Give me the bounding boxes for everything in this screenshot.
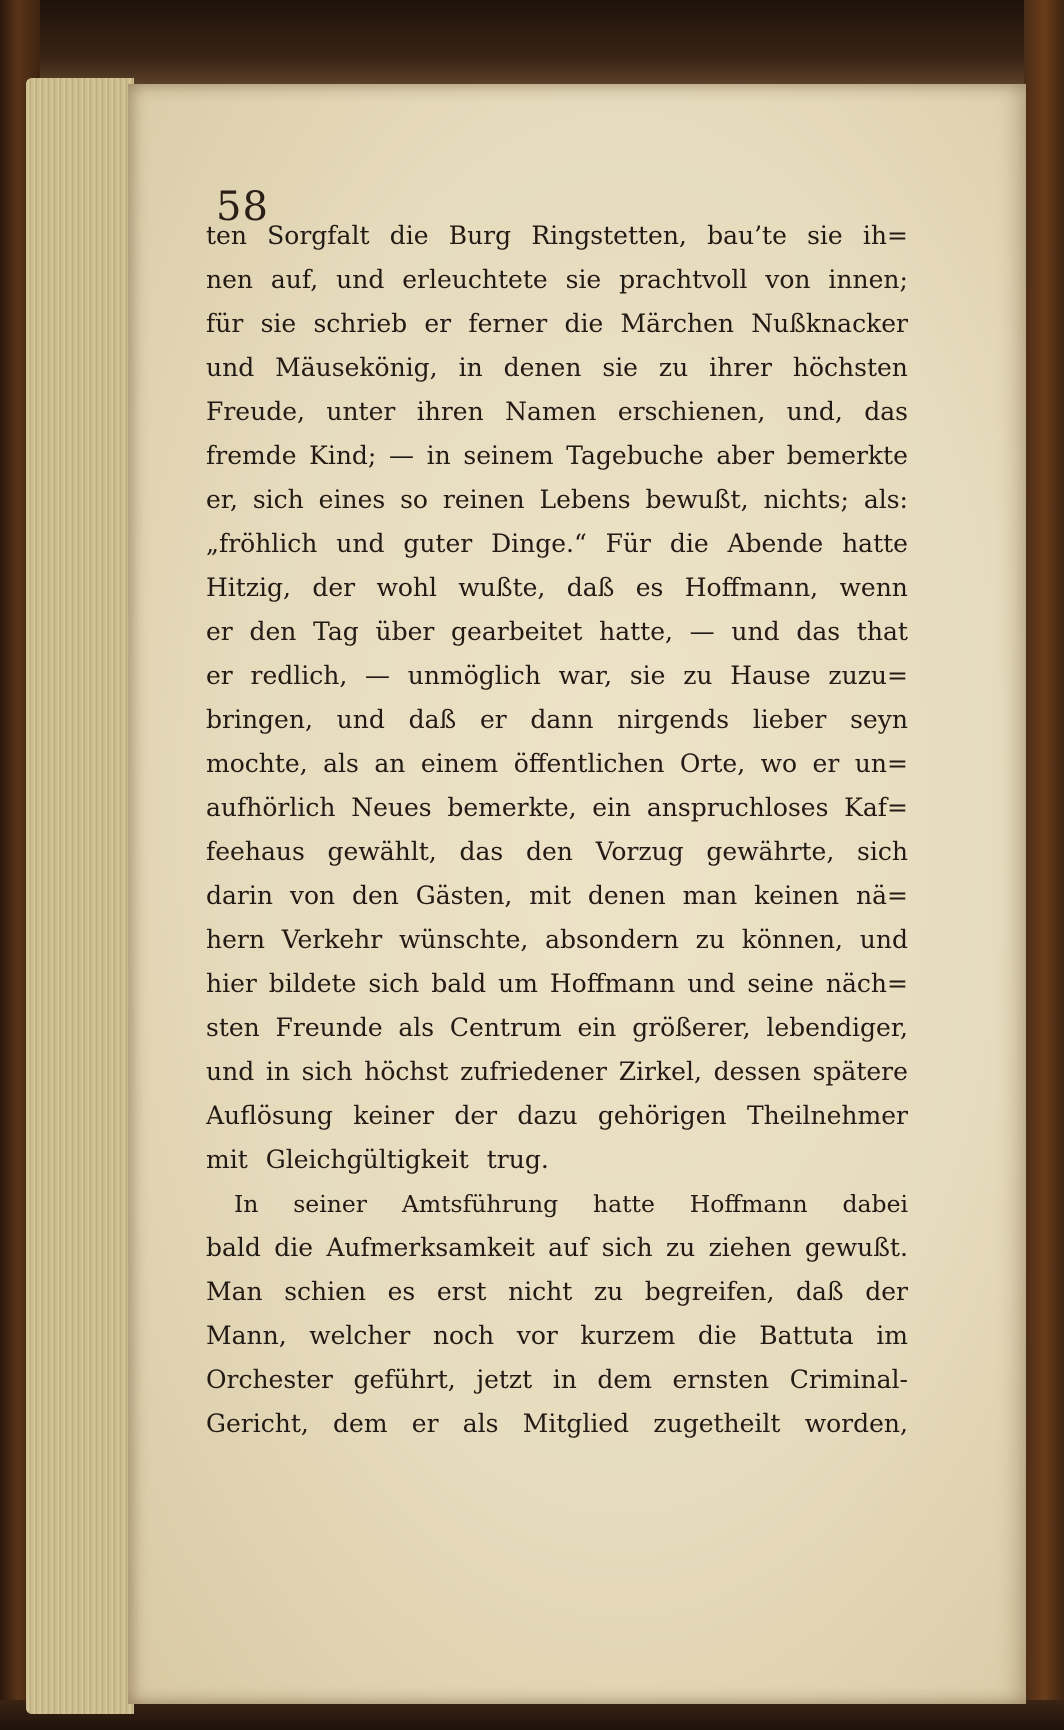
page-edges	[26, 78, 134, 1714]
text-word: ten	[206, 221, 247, 250]
text-word: Kind;	[309, 441, 377, 470]
text-line	[206, 654, 908, 698]
text-word: die	[564, 309, 604, 338]
text-word: geführt,	[353, 1365, 456, 1394]
text-word: gearbeitet	[451, 617, 583, 646]
text-word: Abende	[727, 529, 824, 558]
text-word: er	[206, 661, 233, 690]
text-word: Burg	[448, 221, 512, 250]
text-word: der	[865, 1277, 908, 1306]
text-word: hatte	[842, 529, 908, 558]
text-word: Hause	[730, 661, 811, 690]
text-word: bald	[431, 969, 487, 998]
text-word: bald	[206, 1233, 261, 1262]
text-word: —	[689, 617, 715, 646]
text-line	[206, 1138, 908, 1182]
text-word: Sorgfalt	[267, 221, 370, 250]
text-word: worden,	[804, 1409, 908, 1438]
text-word: mit	[206, 1145, 248, 1174]
text-word: fremde	[206, 441, 297, 470]
text-word: sie	[260, 309, 297, 338]
text-word: dem	[597, 1365, 652, 1394]
text-word: nichts;	[763, 485, 849, 514]
text-line	[206, 346, 908, 390]
text-word: dann	[530, 705, 594, 734]
text-word: sie	[565, 265, 602, 294]
text-word: Aufmerksamkeit	[326, 1233, 535, 1262]
text-word: das	[459, 837, 504, 866]
text-word: un=	[854, 749, 908, 778]
text-word: den	[352, 881, 399, 910]
text-line	[206, 1402, 908, 1446]
text-word: die	[274, 1233, 314, 1262]
text-word: daß	[408, 705, 457, 734]
text-word: Criminal-	[789, 1365, 908, 1394]
text-word: und	[687, 969, 736, 998]
text-word: das	[796, 617, 841, 646]
text-word: Gästen,	[415, 881, 513, 910]
text-line	[206, 918, 908, 962]
text-word: sich	[301, 1057, 353, 1086]
text-word: ihrer	[709, 353, 772, 382]
text-word: und	[859, 925, 908, 954]
text-word: eines	[318, 485, 386, 514]
text-word: die	[669, 529, 709, 558]
text-word: redlich,	[250, 661, 348, 690]
text-word: ein	[577, 1013, 617, 1042]
text-word: sich	[252, 485, 304, 514]
text-line	[206, 1314, 908, 1358]
text-word: und	[206, 1057, 255, 1086]
text-word: lebendiger,	[766, 1013, 908, 1042]
text-word: es	[635, 573, 664, 602]
text-word: größerer,	[632, 1013, 751, 1042]
text-word: um	[498, 969, 538, 998]
text-word: war,	[558, 661, 613, 690]
text-word: denen	[587, 881, 666, 910]
text-line	[206, 830, 908, 874]
text-word: reinen	[442, 485, 525, 514]
text-word: zu	[683, 661, 713, 690]
page-number: 58	[216, 184, 269, 230]
text-word: spätere	[812, 1057, 908, 1086]
text-word: erleuchtete	[402, 265, 548, 294]
text-word: feehaus	[206, 837, 305, 866]
text-word: zu	[593, 1277, 624, 1306]
text-word: aber	[716, 441, 775, 470]
text-word: nirgends	[617, 705, 730, 734]
text-line	[206, 1226, 908, 1270]
text-line	[206, 434, 908, 478]
text-word: Hitzig,	[206, 573, 291, 602]
text-word: bildete	[268, 969, 357, 998]
text-line	[206, 390, 908, 434]
text-word: Freude,	[206, 397, 305, 426]
text-word: keinen	[754, 881, 840, 910]
text-word: und,	[786, 397, 843, 426]
text-word: es	[387, 1277, 416, 1306]
text-word: er	[479, 705, 507, 734]
text-line	[206, 698, 908, 742]
text-word: Tag	[313, 617, 359, 646]
text-word: einem	[420, 749, 499, 778]
text-line	[206, 566, 908, 610]
text-word: der	[312, 573, 356, 602]
text-word: begreifen,	[644, 1277, 775, 1306]
text-word: nen	[206, 265, 253, 294]
text-word: im	[876, 1321, 908, 1350]
text-word: seine	[747, 969, 814, 998]
text-word: Mäusekönig,	[275, 353, 438, 382]
text-word: Hoffmann	[689, 1190, 808, 1218]
text-word: Tagebuche	[566, 441, 704, 470]
text-word: innen;	[828, 265, 908, 294]
text-word: zu	[695, 925, 725, 954]
text-word: an	[374, 749, 406, 778]
text-word: trug.	[486, 1145, 549, 1174]
text-word: höchsten	[792, 353, 908, 382]
text-word: von	[289, 881, 336, 910]
text-word: Vorzug	[595, 837, 684, 866]
text-word: zuzu=	[828, 661, 908, 690]
text-word: Für	[605, 529, 651, 558]
text-word: Kaf=	[844, 793, 908, 822]
text-word: Gericht,	[206, 1409, 309, 1438]
text-word: keiner	[353, 1101, 435, 1130]
text-word: prachtvoll	[619, 265, 748, 294]
text-word: Lebens	[539, 485, 631, 514]
text-word: Nußknacker	[751, 309, 908, 338]
text-word: als	[462, 1409, 499, 1438]
text-word: wohl	[376, 573, 438, 602]
text-word: absondern	[545, 925, 679, 954]
text-word: als	[323, 749, 359, 778]
text-word: seinem	[463, 441, 554, 470]
text-word: ih=	[862, 221, 908, 250]
text-word: guter	[403, 529, 473, 558]
text-word: er	[812, 749, 840, 778]
text-word: er	[206, 617, 233, 646]
text-word: und	[336, 265, 385, 294]
text-word: unter	[326, 397, 396, 426]
text-word: In	[234, 1190, 259, 1218]
text-word: sie	[807, 221, 843, 250]
text-word: und	[731, 617, 780, 646]
text-word: Centrum	[449, 1013, 562, 1042]
text-word: Hoffmann,	[684, 573, 819, 602]
book-page	[128, 84, 1026, 1704]
text-word: Hoffmann	[549, 969, 676, 998]
text-word: Auflösung	[206, 1101, 333, 1130]
text-word: welcher	[309, 1321, 411, 1350]
text-word: hatte,	[599, 617, 673, 646]
text-word: Man	[206, 1277, 263, 1306]
text-word: und	[206, 353, 255, 382]
text-word: wenn	[839, 573, 908, 602]
text-word: schrieb	[313, 309, 408, 338]
text-word: „fröhlich	[206, 529, 318, 558]
text-word: den	[249, 617, 297, 646]
text-word: schien	[284, 1277, 367, 1306]
text-word: seyn	[850, 705, 908, 734]
text-word: ihren	[416, 397, 484, 426]
text-word: —	[389, 441, 414, 470]
text-word: wußte,	[458, 573, 546, 602]
text-word: Ringstetten,	[531, 221, 687, 250]
text-word: sich	[601, 1233, 653, 1262]
text-word: that	[856, 617, 908, 646]
text-word: vor	[516, 1321, 558, 1350]
text-word: als	[398, 1013, 435, 1042]
text-line	[206, 1094, 908, 1138]
text-word: Märchen	[620, 309, 734, 338]
text-word: und	[336, 529, 385, 558]
text-word: bringen,	[206, 705, 313, 734]
text-word: so	[400, 485, 428, 514]
text-word: daß	[566, 573, 615, 602]
text-word: gewählt,	[327, 837, 437, 866]
text-word: hern	[206, 925, 265, 954]
text-word: noch	[432, 1321, 495, 1350]
text-word: bewußt,	[645, 485, 749, 514]
text-word: Orte,	[679, 749, 746, 778]
text-word: wünschte,	[399, 925, 529, 954]
text-word: er	[411, 1409, 439, 1438]
text-word: in	[265, 1057, 290, 1086]
text-word: den	[525, 837, 573, 866]
text-word: ernsten	[672, 1365, 770, 1394]
text-word: öffentlichen	[513, 749, 665, 778]
text-word: über	[375, 617, 435, 646]
text-word: hatte	[592, 1190, 655, 1218]
text-word: lieber	[752, 705, 827, 734]
text-word: er	[424, 309, 452, 338]
text-word: Mann,	[206, 1321, 287, 1350]
text-word: dem	[333, 1409, 388, 1438]
text-word: ein	[592, 793, 632, 822]
text-line	[206, 610, 908, 654]
text-word: daß	[796, 1277, 844, 1306]
text-line	[206, 302, 908, 346]
text-word: jetzt	[476, 1365, 533, 1394]
text-word: in	[552, 1365, 577, 1394]
text-word: Verkehr	[281, 925, 383, 954]
text-word: und	[336, 705, 385, 734]
text-word: gehörigen	[597, 1101, 727, 1130]
text-word: zu	[658, 353, 689, 382]
text-line	[206, 962, 908, 1006]
text-word: zugetheilt	[653, 1409, 781, 1438]
text-word: anspruchloses	[646, 793, 829, 822]
text-word: darin	[206, 881, 273, 910]
text-word: ferner	[468, 309, 548, 338]
text-word: als:	[863, 485, 908, 514]
text-line	[206, 874, 908, 918]
text-word: bau’te	[707, 221, 787, 250]
text-word: auf	[548, 1233, 589, 1262]
text-word: wo	[760, 749, 798, 778]
text-word: zufriedener	[460, 1057, 608, 1086]
text-word: Zirkel,	[618, 1057, 702, 1086]
text-word: von	[765, 265, 811, 294]
text-word: erschienen,	[617, 397, 766, 426]
text-word: sie	[602, 353, 638, 382]
text-word: Theilnehmer	[746, 1101, 908, 1130]
text-word: sie	[629, 661, 666, 690]
text-word: seiner	[293, 1190, 368, 1218]
text-word: näch=	[825, 969, 908, 998]
text-word: denen	[503, 353, 582, 382]
text-line	[206, 258, 908, 302]
text-word: ziehen	[708, 1233, 792, 1262]
text-word: Namen	[505, 397, 597, 426]
text-line	[206, 786, 908, 830]
text-word: der	[454, 1101, 498, 1130]
text-word: kurzem	[580, 1321, 676, 1350]
text-word: mit	[529, 881, 572, 910]
text-word: bemerkte	[786, 441, 908, 470]
text-line	[206, 1270, 908, 1314]
text-word: Freunde	[275, 1013, 383, 1042]
text-line	[206, 742, 908, 786]
text-line	[206, 214, 908, 258]
text-word: er,	[206, 485, 238, 514]
book-cover-top	[0, 0, 1064, 84]
text-word: nä=	[855, 881, 908, 910]
text-line	[206, 478, 908, 522]
text-word: sich	[857, 837, 908, 866]
text-word: bemerkte,	[447, 793, 577, 822]
text-word: sich	[368, 969, 420, 998]
book-cover-bottom	[0, 1700, 1064, 1730]
text-line	[206, 522, 908, 566]
text-word: dazu	[517, 1101, 578, 1130]
text-word: in	[458, 353, 483, 382]
text-word: dessen	[713, 1057, 801, 1086]
text-word: können,	[741, 925, 843, 954]
text-word: das	[864, 397, 908, 426]
text-word: Gleichgültigkeit	[265, 1145, 469, 1174]
text-word: in	[426, 441, 451, 470]
text-word: auf,	[270, 265, 319, 294]
page-text	[206, 214, 908, 1446]
text-word: Neues	[351, 793, 432, 822]
text-word: Dinge.“	[491, 529, 587, 558]
text-word: nicht	[508, 1277, 573, 1306]
text-word: sten	[206, 1013, 260, 1042]
text-word: die	[389, 221, 429, 250]
text-word: —	[365, 661, 391, 690]
text-word: Orchester	[206, 1365, 333, 1394]
text-line	[206, 1006, 908, 1050]
text-word: unmöglich	[407, 661, 541, 690]
text-word: zu	[666, 1233, 696, 1262]
text-word: aufhörlich	[206, 793, 336, 822]
text-word: erst	[436, 1277, 487, 1306]
text-word: höchst	[364, 1057, 449, 1086]
text-line	[206, 1182, 908, 1226]
text-word: die	[697, 1321, 737, 1350]
book-cover-right	[1024, 0, 1064, 1730]
text-word: hier	[206, 969, 257, 998]
text-word: Battuta	[759, 1321, 854, 1350]
text-line	[206, 1358, 908, 1402]
text-word: mochte,	[206, 749, 308, 778]
text-word: man	[682, 881, 738, 910]
text-word: dabei	[842, 1190, 908, 1218]
text-word: gewährte,	[706, 837, 835, 866]
text-word: gewußt.	[804, 1233, 908, 1262]
text-line	[206, 1050, 908, 1094]
text-word: für	[206, 309, 244, 338]
text-word: Amtsführung	[401, 1190, 559, 1218]
text-word: Mitglied	[522, 1409, 630, 1438]
